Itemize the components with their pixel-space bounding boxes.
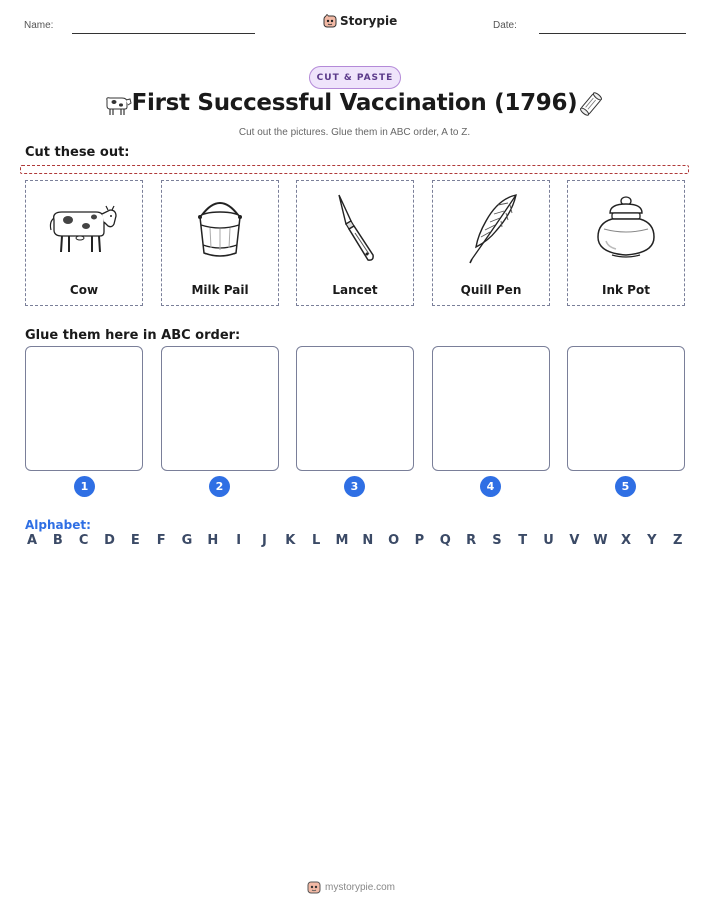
cut-card-cow[interactable] (25, 180, 143, 306)
cut-line (20, 165, 689, 174)
alphabet-letter: Y (647, 533, 657, 548)
footer-url[interactable]: mystorypie.com (325, 881, 396, 893)
alphabet-letter: A (26, 533, 38, 548)
alphabet-letter: P (414, 533, 425, 548)
slot-number-2: 2 (209, 476, 230, 497)
glue-slot-3[interactable] (296, 346, 414, 471)
brand-logo (323, 14, 397, 28)
cut-card-ink-pot[interactable] (567, 180, 685, 306)
slot-number-5: 5 (615, 476, 636, 497)
cut-card-label: Milk Pail (191, 283, 249, 297)
cut-card-label: Lancet (332, 283, 378, 297)
alphabet-letter: K (285, 533, 296, 548)
alphabet-letter: B (52, 533, 63, 548)
footer (307, 880, 395, 894)
alphabet-letter: X (621, 533, 632, 548)
date-line[interactable] (539, 33, 686, 34)
alphabet-row (25, 533, 685, 548)
alphabet-letter: L (311, 533, 321, 548)
name-line[interactable] (72, 33, 255, 34)
slot-number-4: 4 (480, 476, 501, 497)
alphabet-letter: N (362, 533, 374, 548)
alphabet-letter: T (518, 533, 528, 548)
glue-section-label: Glue them here in ABC order: (25, 328, 241, 343)
storypie-mascot-icon (323, 14, 337, 28)
cut-paste-tag: CUT & PASTE (309, 66, 401, 89)
glue-slot-4[interactable] (432, 346, 550, 471)
alphabet-letter: D (104, 533, 115, 548)
alphabet-letter: C (78, 533, 89, 548)
brand-name: Storypie (340, 14, 398, 28)
alphabet-letter: Z (672, 533, 683, 548)
alphabet-letter: H (207, 533, 219, 548)
alphabet-letter: I (236, 533, 242, 548)
glue-slot-5[interactable] (567, 346, 685, 471)
cut-card-quill-pen[interactable] (432, 180, 550, 306)
milk-pail-icon (190, 195, 250, 261)
storypie-mascot-icon (307, 880, 321, 894)
name-label: Name: (24, 20, 54, 31)
date-label: Date: (493, 20, 517, 31)
alphabet-letter: E (130, 533, 140, 548)
alphabet-letter: U (543, 533, 554, 548)
alphabet-letter: F (156, 533, 166, 548)
glue-slot-2[interactable] (161, 346, 279, 471)
alphabet-letter: W (593, 533, 608, 548)
alphabet-label: Alphabet: (25, 518, 91, 532)
page-title: First Successful Vaccination (1796) (131, 90, 578, 116)
cut-section-label: Cut these out: (25, 145, 130, 160)
ink-pot-icon (594, 195, 658, 261)
instructions: Cut out the pictures. Glue them in ABC order, A to Z. (238, 127, 471, 138)
alphabet-letter: G (181, 533, 193, 548)
lancet-icon (325, 191, 385, 265)
cut-card-label: Ink Pot (602, 283, 650, 297)
glue-slot-1[interactable] (25, 346, 143, 471)
alphabet-letter: Q (439, 533, 451, 548)
alphabet-letter: R (466, 533, 477, 548)
cut-card-label: Cow (69, 283, 99, 297)
alphabet-letter: J (262, 533, 267, 548)
alphabet-letter: M (335, 533, 349, 548)
cow-icon (48, 198, 120, 258)
cut-card-milk-pail[interactable] (161, 180, 279, 306)
alphabet-letter: V (569, 533, 580, 548)
slot-number-3: 3 (344, 476, 365, 497)
slot-number-1: 1 (74, 476, 95, 497)
alphabet-letter: O (388, 533, 400, 548)
cut-card-lancet[interactable] (296, 180, 414, 306)
cut-card-label: Quill Pen (460, 283, 522, 297)
quill-pen-icon (458, 191, 524, 265)
alphabet-letter: S (492, 533, 502, 548)
scroll-icon (576, 90, 606, 118)
